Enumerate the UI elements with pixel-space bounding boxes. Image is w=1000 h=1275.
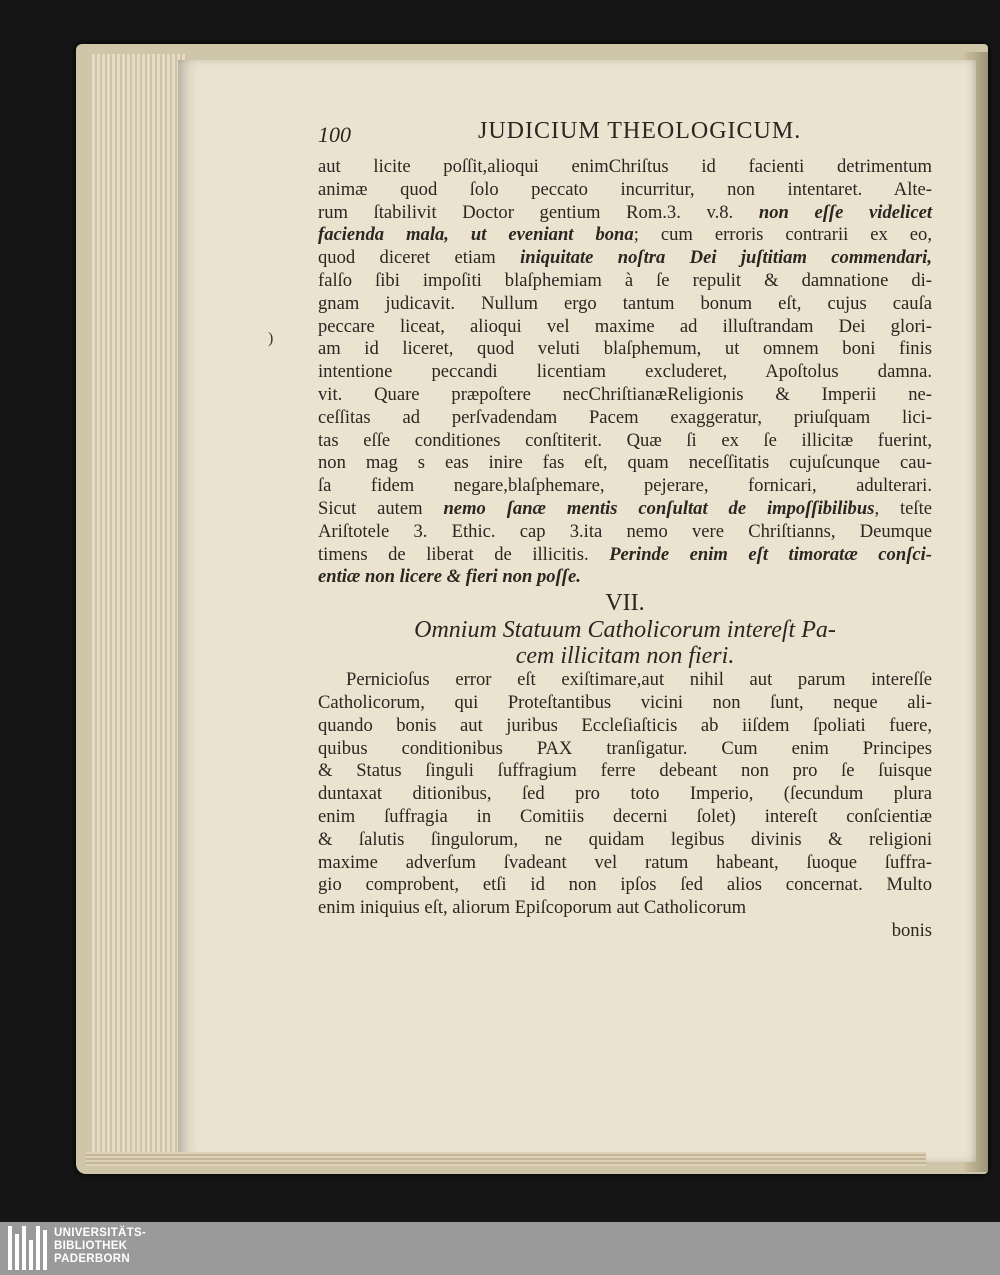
page-header (318, 118, 932, 156)
text-run: timens de liberat de illicitis. (318, 543, 610, 565)
text-line (318, 475, 932, 498)
text-line (318, 874, 932, 897)
text-run: , teſte (874, 497, 932, 519)
text-line (318, 430, 932, 453)
text-run: Catholicorum, qui Proteſtantibus vicini non ſunt, neque ali- (318, 691, 932, 713)
running-head: JUDICIUM THEOLOGICUM. (478, 118, 802, 144)
text-run: Ariſtotele 3. Ethic. cap 3.ita nemo vere Chriſtianns, Deumque (318, 520, 932, 542)
text-run: falſo ſibi impoſiti blaſphemiam à ſe repulit & damnatione di- (318, 269, 932, 291)
text-run: gnam judicavit. Nullum ergo tantum bonum eſt, cujus cauſa (318, 292, 932, 314)
text-line (318, 202, 932, 225)
text-line (318, 806, 932, 829)
text-line (318, 715, 932, 738)
text-line (318, 338, 932, 361)
text-line (318, 760, 932, 783)
italic-text: entiæ non licere & fieri non poſſe. (318, 566, 581, 588)
text-line (318, 452, 932, 475)
text-line (318, 566, 932, 589)
text-line (318, 316, 932, 339)
italic-text: facienda mala, ut eveniant bona (318, 224, 634, 246)
text-run: & ſalutis ſingulorum, ne quidam legibus divinis & religioni (318, 828, 932, 850)
library-footer (0, 1222, 1000, 1275)
text-line (318, 270, 932, 293)
text-line (318, 521, 932, 544)
text-line (318, 293, 932, 316)
library-name-line-1: UNIVERSITÄTS- (54, 1227, 147, 1239)
text-run: ; cum erroris contrarii ex eo, (633, 224, 932, 246)
text-line (318, 407, 932, 430)
text-run: vit. Quare præpoſtere necChriſtianæReligionis & Imperii ne- (318, 383, 932, 405)
page-text (318, 118, 932, 943)
italic-text: iniquitate noſtra Dei juſtitiam commendari, (520, 247, 932, 269)
italic-text: Perinde enim eſt timoratæ conſci- (609, 543, 932, 565)
library-name-line-2: BIBLIOTHEK (54, 1240, 128, 1252)
text-run: animæ quod ſolo peccato incurritur, non intentaret. Alte- (318, 178, 932, 200)
text-run: am id liceret, quod veluti blaſphemum, ut omnem boni finis (318, 338, 932, 360)
text-line (318, 384, 932, 407)
text-run: & Status ſinguli ſuffragium ferre debeant non pro ſe ſuisque (318, 760, 932, 782)
section-number: VII. (605, 590, 645, 617)
text-run: duntaxat ditionibus, ſed pro toto Imperio, (ſecundum plura (318, 783, 932, 805)
text-run: enim ſuffragia in Comitiis decerni ſolet) intereſt conſcientiæ (318, 805, 932, 827)
text-run: quod diceret etiam (318, 247, 521, 269)
catchword: bonis (891, 919, 932, 941)
text-run: Sicut autem (318, 497, 444, 519)
text-line (318, 738, 932, 761)
text-run: aut licite poſſit,alioqui enimChriſtus id facienti detrimentum (318, 156, 932, 177)
text-run: intentione peccandi licentiam excluderet, Apoſtolus damna. (318, 361, 932, 383)
text-line (318, 179, 932, 202)
text-line (318, 156, 932, 179)
library-logo-icon (8, 1226, 48, 1270)
library-name (54, 1227, 146, 1266)
text-run: peccare liceat, alioqui vel maxime ad illuſtrandam Dei glori- (318, 315, 932, 337)
text-line (318, 829, 932, 852)
section-title-line-1: Omnium Statuum Catholicorum intereſt Pa- (414, 617, 836, 644)
text-line (318, 247, 932, 270)
text-line (318, 692, 932, 715)
text-line (318, 897, 932, 920)
library-name-line-3: PADERBORN (54, 1253, 130, 1265)
page-number: 100 (318, 122, 351, 147)
text-run: enim iniquius eſt, aliorum Epiſcoporum aut Catholicorum (318, 897, 747, 919)
margin-mark: ) (268, 330, 274, 347)
text-run: ſa fidem negare,blaſphemare, pejerare, fornicari, adulterari. (318, 475, 932, 497)
text-line (318, 224, 932, 247)
text-run: ceſſitas ad perſvadendam Pacem exaggeratur, priuſquam lici- (318, 406, 932, 428)
body-text-part-1 (318, 156, 932, 589)
page-bottom-edges (86, 1152, 926, 1166)
section-title-line-2: cem illicitam non fieri. (515, 643, 735, 670)
text-run: quibus conditionibus PAX tranſigatur. Cum enim Principes (318, 737, 932, 759)
text-line (318, 783, 932, 806)
text-line (318, 498, 932, 521)
italic-text: non eſſe videlicet (758, 201, 932, 223)
italic-text: nemo ſanæ mentis conſultat de impoſſibilibus (443, 497, 875, 519)
page-edges (92, 54, 187, 1160)
body-text-part-2 (318, 669, 932, 920)
text-line (318, 852, 932, 875)
text-line (318, 669, 932, 692)
text-run: rum ſtabilivit Doctor gentium Rom.3. v.8. (318, 201, 759, 223)
text-run: non mag s eas inire fas eſt, quam neceſſitatis cujuſcunque cau- (318, 452, 932, 474)
text-line (318, 544, 932, 567)
text-run: tas eſſe conditiones conſtiterit. Quæ ſi ex ſe illicitæ fuerint, (318, 429, 932, 451)
text-run: quando bonis aut juribus Eccleſiaſticis ab iiſdem ſpoliati fuere, (318, 714, 932, 736)
text-line (318, 361, 932, 384)
text-run: maxime adverſum ſvadeant vel ratum habeant, ſuoque ſuffra- (318, 851, 932, 873)
text-run: Pernicioſus error eſt exiſtimare,aut nihil aut parum intereſſe (346, 669, 932, 691)
text-run: gio comprobent, etſi id non ipſos ſed alios concernat. Multo (318, 874, 932, 896)
